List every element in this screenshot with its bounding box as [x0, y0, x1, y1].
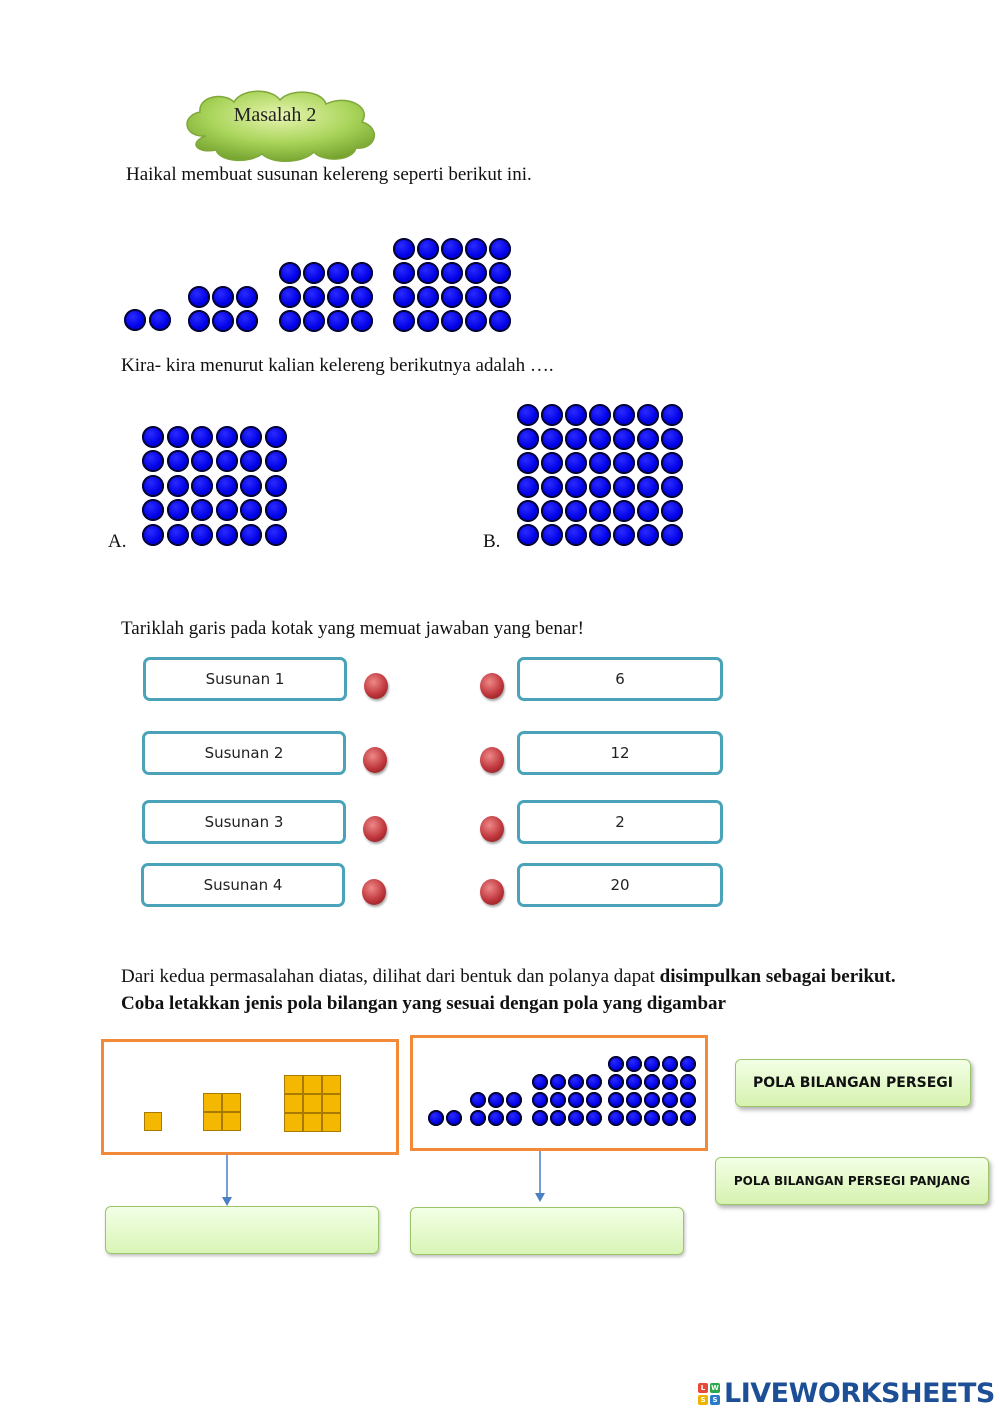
- chip-pola-persegi[interactable]: [735, 1059, 971, 1107]
- marble-icon: [240, 499, 262, 521]
- marble-icon: [517, 524, 539, 546]
- right-connector-1[interactable]: [480, 673, 504, 699]
- square-cell: [284, 1094, 303, 1113]
- left-connector-3[interactable]: [363, 816, 387, 842]
- match-right-1[interactable]: [517, 657, 723, 701]
- marble-icon: [506, 1092, 522, 1108]
- marble-icon: [489, 262, 511, 284]
- marble-icon: [167, 426, 189, 448]
- conclusion-text: [121, 963, 901, 1017]
- marble-icon: [417, 310, 439, 332]
- marble-icon: [565, 404, 587, 426]
- marble-icon: [644, 1092, 660, 1108]
- marble-icon: [240, 524, 262, 546]
- marble-icon: [303, 286, 325, 308]
- match-right-3[interactable]: [517, 800, 723, 844]
- marble-icon: [565, 428, 587, 450]
- marble-icon: [565, 476, 587, 498]
- marble-icon: [541, 476, 563, 498]
- chip-pola-persegi-panjang[interactable]: [715, 1157, 989, 1205]
- marble-icon: [661, 404, 683, 426]
- marble-icon: [265, 450, 287, 472]
- chip-label: POLA BILANGAN PERSEGI PANJANG: [733, 1174, 971, 1188]
- marble-icon: [465, 310, 487, 332]
- marble-icon: [142, 524, 164, 546]
- marble-icon: [613, 500, 635, 522]
- marble-icon: [327, 286, 349, 308]
- marble-icon: [351, 262, 373, 284]
- marble-icon: [216, 426, 238, 448]
- marble-icon: [589, 452, 611, 474]
- right-connector-2[interactable]: [480, 747, 504, 773]
- instruction-text: Tariklah garis pada kotak yang memuat jawaban yang benar!: [121, 618, 584, 639]
- drop-zone-1[interactable]: [105, 1206, 379, 1254]
- marble-icon: [644, 1110, 660, 1126]
- marble-icon: [124, 309, 146, 331]
- marble-icon: [662, 1074, 678, 1090]
- option-a-label: A.: [108, 531, 127, 552]
- marble-icon: [568, 1092, 584, 1108]
- marble-icon: [240, 475, 262, 497]
- marble-icon: [393, 238, 415, 260]
- marble-icon: [661, 524, 683, 546]
- option-b-label: B.: [483, 531, 501, 552]
- marble-icon: [465, 286, 487, 308]
- match-right-4[interactable]: [517, 863, 723, 907]
- marble-icon: [608, 1056, 624, 1072]
- match-right-label: 6: [615, 670, 625, 688]
- square-cell: [203, 1112, 222, 1131]
- marble-icon: [142, 499, 164, 521]
- marble-icon: [393, 262, 415, 284]
- marble-icon: [327, 310, 349, 332]
- marble-icon: [541, 452, 563, 474]
- marble-icon: [541, 500, 563, 522]
- marble-icon: [188, 310, 210, 332]
- marble-icon: [532, 1074, 548, 1090]
- marble-icon: [489, 310, 511, 332]
- marble-icon: [661, 428, 683, 450]
- marble-icon: [565, 500, 587, 522]
- marble-icon: [417, 286, 439, 308]
- marble-icon: [428, 1110, 444, 1126]
- square-cell: [222, 1093, 241, 1112]
- square-cell: [322, 1113, 341, 1132]
- marble-icon: [517, 428, 539, 450]
- marble-icon: [637, 500, 659, 522]
- marble-icon: [142, 450, 164, 472]
- marble-icon: [441, 262, 463, 284]
- match-right-2[interactable]: [517, 731, 723, 775]
- marble-icon: [167, 499, 189, 521]
- left-connector-1[interactable]: [364, 673, 388, 699]
- marble-icon: [441, 286, 463, 308]
- left-connector-4[interactable]: [362, 879, 386, 905]
- right-connector-4[interactable]: [480, 879, 504, 905]
- marble-icon: [506, 1110, 522, 1126]
- marble-icon: [191, 499, 213, 521]
- marble-icon: [550, 1110, 566, 1126]
- marble-icon: [279, 310, 301, 332]
- marble-icon: [517, 404, 539, 426]
- marble-icon: [550, 1092, 566, 1108]
- match-left-1[interactable]: [143, 657, 347, 701]
- marble-icon: [608, 1092, 624, 1108]
- match-left-label: Susunan 2: [204, 744, 284, 762]
- conclusion-normal: Dari kedua permasalahan diatas, dilihat dari bentuk dan polanya dapat: [121, 966, 660, 987]
- marble-icon: [279, 262, 301, 284]
- marble-icon: [167, 475, 189, 497]
- brand-name: LIVEWORKSHEETS: [724, 1378, 995, 1409]
- marble-icon: [586, 1110, 602, 1126]
- marble-icon: [191, 524, 213, 546]
- marble-icon: [142, 475, 164, 497]
- match-right-label: 20: [610, 876, 630, 894]
- marble-icon: [216, 524, 238, 546]
- marble-icon: [265, 426, 287, 448]
- marble-icon: [613, 428, 635, 450]
- marble-icon: [637, 524, 659, 546]
- marble-icon: [149, 309, 171, 331]
- marble-icon: [216, 499, 238, 521]
- marble-icon: [489, 286, 511, 308]
- marble-icon: [541, 404, 563, 426]
- marble-icon: [532, 1092, 548, 1108]
- marble-icon: [626, 1074, 642, 1090]
- logo-icon: L W S S: [698, 1383, 720, 1405]
- square-cell: [303, 1075, 322, 1094]
- marble-icon: [608, 1110, 624, 1126]
- marble-icon: [644, 1074, 660, 1090]
- marble-icon: [517, 476, 539, 498]
- marble-icon: [680, 1074, 696, 1090]
- marble-icon: [608, 1074, 624, 1090]
- marble-icon: [417, 262, 439, 284]
- arrow-down-icon: [219, 1155, 235, 1207]
- marble-icon: [637, 452, 659, 474]
- marble-icon: [517, 452, 539, 474]
- marble-icon: [216, 475, 238, 497]
- marble-icon: [488, 1110, 504, 1126]
- marble-icon: [265, 475, 287, 497]
- marble-icon: [662, 1056, 678, 1072]
- marble-icon: [489, 238, 511, 260]
- square-cell: [322, 1075, 341, 1094]
- square-1: [144, 1112, 162, 1131]
- square-cell: [203, 1093, 222, 1112]
- marble-icon: [142, 426, 164, 448]
- match-left-2[interactable]: [142, 731, 346, 775]
- drop-zone-2[interactable]: [410, 1207, 684, 1255]
- marble-icon: [167, 524, 189, 546]
- square-pattern-frame: [101, 1039, 399, 1155]
- marble-icon: [589, 428, 611, 450]
- marble-icon: [351, 310, 373, 332]
- square-cell: [222, 1112, 241, 1131]
- marble-icon: [236, 310, 258, 332]
- marble-icon: [240, 450, 262, 472]
- marble-icon: [680, 1110, 696, 1126]
- match-left-label: Susunan 3: [204, 813, 284, 831]
- marble-icon: [541, 524, 563, 546]
- marble-icon: [613, 476, 635, 498]
- marble-icon: [188, 286, 210, 308]
- marble-icon: [662, 1092, 678, 1108]
- marble-icon: [626, 1056, 642, 1072]
- marble-icon: [265, 524, 287, 546]
- marble-icon: [351, 286, 373, 308]
- marble-icon: [191, 450, 213, 472]
- marble-icon: [488, 1092, 504, 1108]
- marble-icon: [446, 1110, 462, 1126]
- marble-icon: [541, 428, 563, 450]
- marble-icon: [661, 500, 683, 522]
- marble-icon: [637, 404, 659, 426]
- marble-icon: [626, 1092, 642, 1108]
- marble-icon: [532, 1110, 548, 1126]
- match-left-label: Susunan 1: [205, 670, 285, 688]
- marble-icon: [644, 1056, 660, 1072]
- marble-icon: [550, 1074, 566, 1090]
- marble-icon: [589, 524, 611, 546]
- square-2: [203, 1093, 241, 1131]
- marble-icon: [589, 476, 611, 498]
- square-3: [284, 1075, 340, 1132]
- right-connector-3[interactable]: [480, 816, 504, 842]
- match-right-label: 12: [610, 744, 630, 762]
- square-cell: [303, 1113, 322, 1132]
- intro-text: Haikal membuat susunan kelereng seperti berikut ini.: [126, 164, 532, 185]
- marble-icon: [167, 450, 189, 472]
- marble-icon: [465, 262, 487, 284]
- marble-icon: [613, 404, 635, 426]
- marble-icon: [441, 238, 463, 260]
- marble-icon: [586, 1092, 602, 1108]
- marble-icon: [191, 426, 213, 448]
- square-cell: [322, 1094, 341, 1113]
- marble-icon: [191, 475, 213, 497]
- marble-icon: [637, 428, 659, 450]
- marble-icon: [417, 238, 439, 260]
- marble-icon: [236, 286, 258, 308]
- marble-icon: [465, 238, 487, 260]
- marble-icon: [517, 500, 539, 522]
- marble-icon: [586, 1074, 602, 1090]
- conclusion-bold: disimpulkan sebagai berikut. Coba letakkan jenis pola bilangan yang sesuai dengan pola yang digambar: [121, 966, 896, 1014]
- marble-icon: [565, 524, 587, 546]
- marble-icon: [303, 262, 325, 284]
- marble-icon: [568, 1074, 584, 1090]
- marble-icon: [303, 310, 325, 332]
- marble-icon: [568, 1110, 584, 1126]
- problem-title: Masalah 2: [233, 104, 317, 126]
- marble-icon: [637, 476, 659, 498]
- square-cell: [303, 1094, 322, 1113]
- marble-icon: [662, 1110, 678, 1126]
- marble-icon: [680, 1092, 696, 1108]
- marble-icon: [626, 1110, 642, 1126]
- match-left-3[interactable]: [142, 800, 346, 844]
- marble-icon: [240, 426, 262, 448]
- marble-icon: [441, 310, 463, 332]
- match-left-4[interactable]: [141, 863, 345, 907]
- brand-logo[interactable]: [698, 1378, 995, 1409]
- marble-icon: [212, 310, 234, 332]
- marble-icon: [680, 1056, 696, 1072]
- marble-icon: [265, 499, 287, 521]
- match-left-label: Susunan 4: [203, 876, 283, 894]
- question-text: Kira- kira menurut kalian kelereng berikutnya adalah ….: [121, 355, 554, 376]
- marble-icon: [393, 286, 415, 308]
- marble-icon: [216, 450, 238, 472]
- marble-icon: [470, 1092, 486, 1108]
- left-connector-2[interactable]: [363, 747, 387, 773]
- marble-icon: [212, 286, 234, 308]
- marble-icon: [565, 452, 587, 474]
- square-cell: [284, 1075, 303, 1094]
- arrow-down-icon: [532, 1151, 548, 1203]
- marble-icon: [661, 452, 683, 474]
- match-right-label: 2: [615, 813, 625, 831]
- marble-icon: [279, 286, 301, 308]
- marble-icon: [613, 524, 635, 546]
- marble-icon: [613, 452, 635, 474]
- marble-icon: [661, 476, 683, 498]
- chip-label: POLA BILANGAN PERSEGI: [752, 1075, 953, 1091]
- marble-icon: [470, 1110, 486, 1126]
- square-cell: [284, 1113, 303, 1132]
- marble-icon: [327, 262, 349, 284]
- marble-icon: [589, 500, 611, 522]
- marble-icon: [589, 404, 611, 426]
- marble-icon: [393, 310, 415, 332]
